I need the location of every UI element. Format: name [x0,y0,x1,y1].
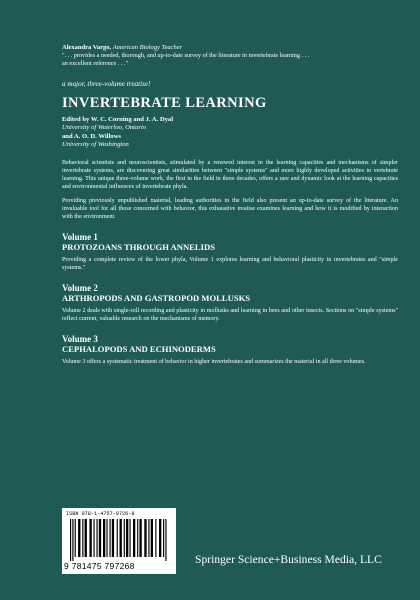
barcode-bar [103,519,105,557]
review-author: Alexandra Vargo, [62,44,112,51]
volume-title: CEPHALOPODS AND ECHINODERMS [62,343,216,354]
volume-label: Volume 3 [62,333,98,344]
barcode-bar [155,519,156,557]
volume-section [62,334,398,366]
barcode-bar [93,519,94,557]
barcode-bar [99,519,101,557]
barcode-label [62,508,176,574]
tagline: a major, three-volume treatise! [62,80,151,88]
book-title: INVERTEBRATE LEARNING [62,95,267,111]
barcode-number: 9 781475 797268 [64,561,135,571]
volume-section [62,232,398,272]
review-source: American Biology Teacher [112,44,183,51]
volume-description: Volume 3 offers a systematic treatment of behavior in higher invertebrates and summarizes the material in all three volumes. [62,358,366,365]
back-cover-content [62,44,398,366]
review-attribution [62,44,398,52]
barcode-bar [112,519,114,557]
editors-block [62,116,398,150]
editors-affiliation-1: University of Waterloo, Ontario [62,124,147,132]
barcode-bar [163,519,164,557]
barcode-bar [159,519,161,557]
barcode-bar [137,519,138,557]
barcode-bar [126,519,128,557]
barcode-bar [109,519,110,557]
publisher-name: Springer Science+Business Media, LLC [195,553,382,566]
barcode-bar [70,519,71,561]
barcode-bar [97,519,98,557]
barcode-bar [72,519,73,561]
volume-description: Providing a complete review of the lower phyla, Volume 1 explores learning and behavioral plasticity in invertebrates and "simple systems." [62,256,398,271]
barcode-bar [78,519,80,557]
volume-title: PROTOZOANS THROUGH ANNELIDS [62,241,215,252]
barcode-bar [106,519,107,557]
volume-description: Volume 2 deals with single-cell recording and plasticity in mollusks and learning in bees and other insects. Sections on "simple systems" reflect current, valuable research on the mechanisms of memory. [62,307,398,322]
barcode-bar [151,519,153,557]
intro-paragraph: Providing previously unpublished material, leading authorities in the field also present an up-to-date survey of the literature. An invaluable tool for all those concerned with behavior, this exhaustive treatise examines learning and how it is modified by interaction with the environment. [62,197,398,220]
volume-title: ARTHROPODS AND GASTROPOD MOLLUSKS [62,292,251,303]
barcode-bar [75,519,76,557]
barcode-bar [139,519,141,557]
volume-section [62,283,398,323]
volume-label: Volume 2 [62,282,98,293]
editors-line-1: Edited by W. C. Corning and J. A. Dyal [62,116,174,123]
barcode-bar [124,519,125,557]
barcode-bar [133,519,135,557]
volume-label: Volume 1 [62,231,98,242]
barcode-bar [82,519,83,557]
intro-paragraph: Behavioral scientists and neuroscientists, stimulated by a renewed interest in the learning capacities and mechanisms of simpler invertebrate systems, are discovering great similarities between "simple systems" and more highly developed activities in vertebrate learning. This unique three-volume work, the first in the field in three decades, offers a rare and dynamic look at the learning capacities and environmental influences of invertebrate phyla. [62,159,398,190]
barcode-bar [89,519,91,557]
barcode-bar [144,519,146,557]
isbn-text: ISBN 978-1-4757-9726-8 [66,511,135,517]
editors-line-2: and A. O. D. Willows [62,132,121,140]
barcode-bars [70,519,170,561]
barcode-bar [120,519,122,557]
barcode-bar [129,519,130,557]
review-quote-line-1: ". . . provides a needed, thorough, and up-to-date survey of the literature in invertebrate learning . . . [62,52,310,59]
editors-affiliation-2: University of Washington [62,141,129,149]
barcode-bar [85,519,87,557]
review-quote-line-2: an excellent reference . . ." [62,60,129,67]
barcode-bar [148,519,149,557]
barcode-bar [117,519,118,557]
barcode-bar [165,519,166,561]
